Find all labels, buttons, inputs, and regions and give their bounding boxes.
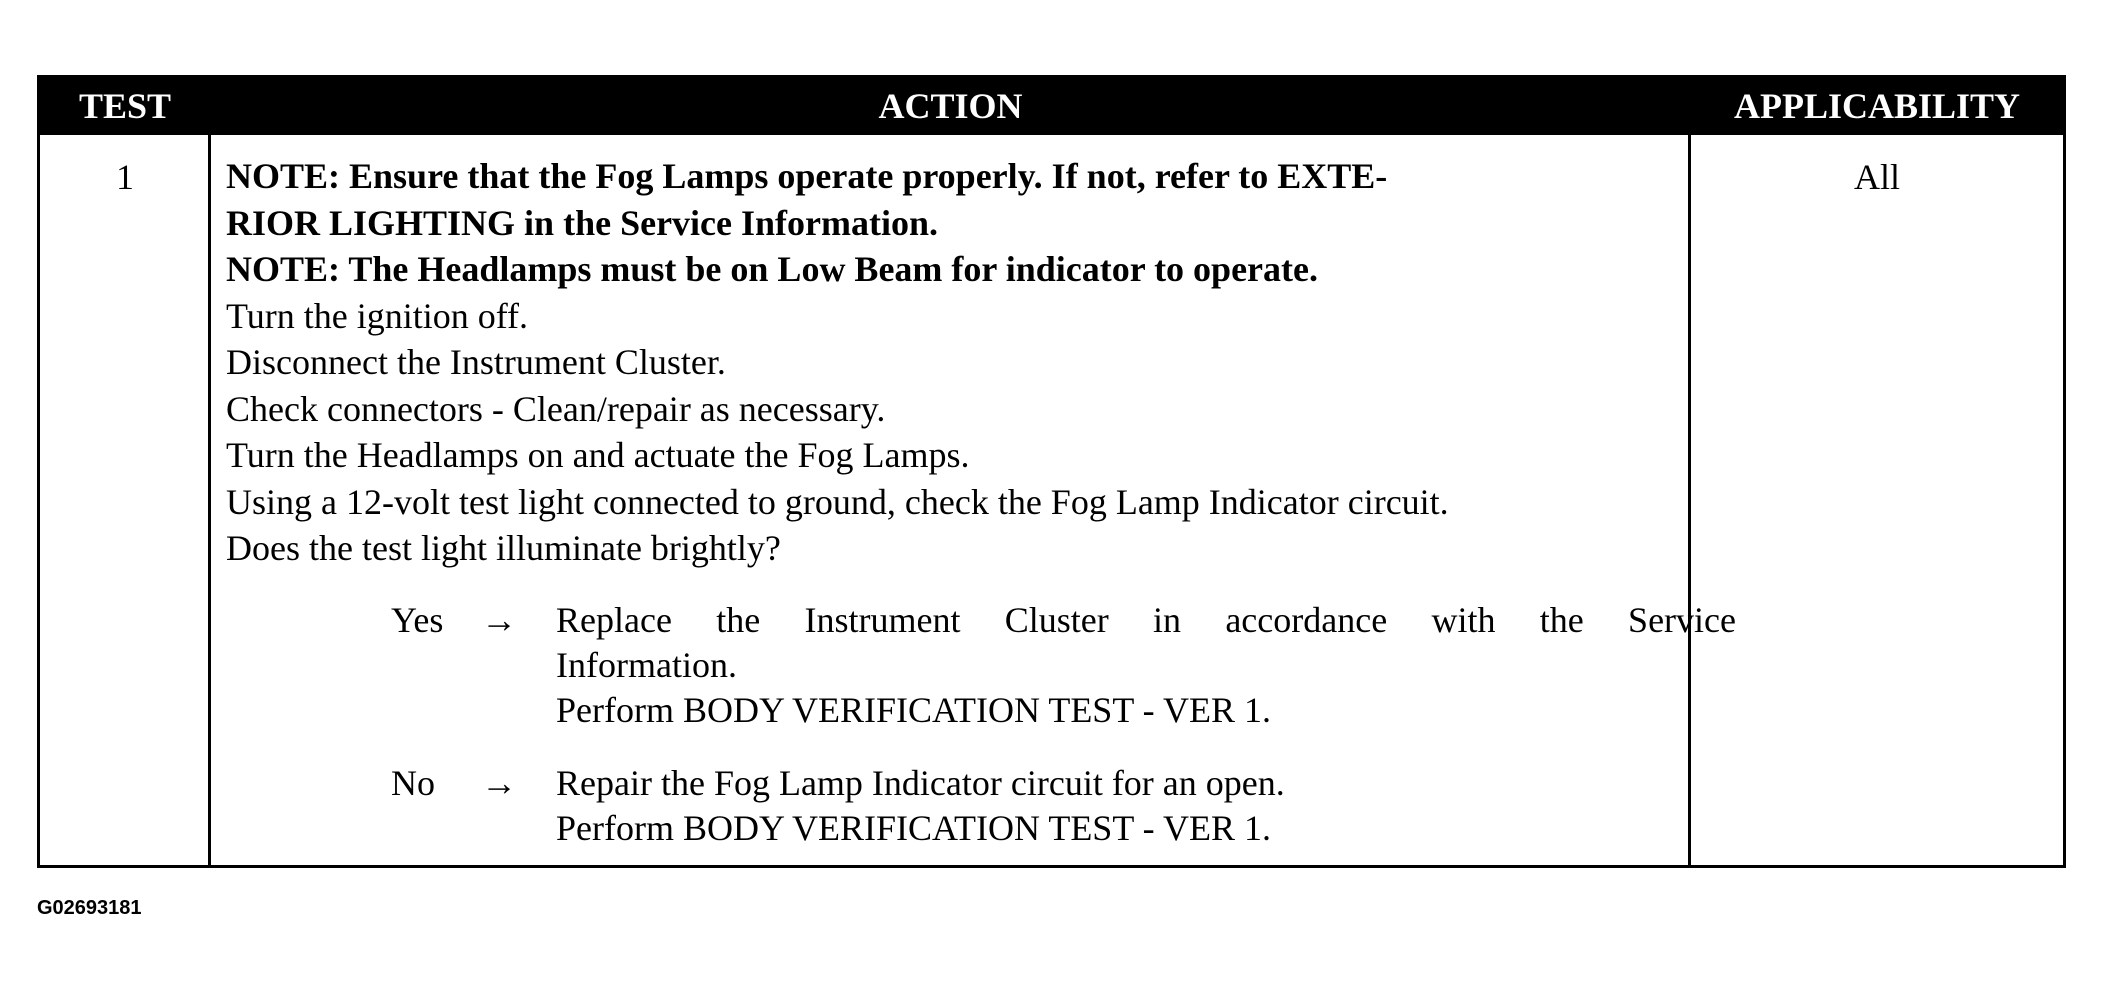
figure-id: G02693181 [37,897,142,919]
result-line: Repair the Fog Lamp Indicator circuit for an open. [556,763,1285,803]
column-divider-test [208,135,211,865]
result-no-label: No [391,763,435,803]
step-line: Using a 12-volt test light connected to ground, check the Fog Lamp Indicator circuit. [226,481,1449,522]
question-line: Does the test light illuminate brightly? [226,528,781,568]
test-number: 1 [116,157,134,197]
step-line: Turn the Headlamps on and actuate the Fog Lamps. [226,435,970,475]
header-action: ACTION [878,86,1023,126]
result-line: Replace the Instrument Cluster in accordance with the Service [556,600,1736,640]
applicability-value: All [1853,157,1900,197]
result-line: Information. [556,645,737,685]
right-arrow-icon: → [481,763,517,803]
result-no-body [556,761,1736,851]
note-line: RIOR LIGHTING in the Service Information. [226,202,939,243]
action-cell [226,153,1736,572]
note-line: NOTE: The Headlamps must be on Low Beam for indicator to operate. [226,249,1319,289]
step-line: Turn the ignition off. [226,295,529,336]
header-test: TEST [78,86,172,126]
result-yes-label: Yes [391,600,444,640]
step-line: Disconnect the Instrument Cluster. [226,342,726,382]
diagnostic-test-table [37,75,2066,868]
result-line: Perform BODY VERIFICATION TEST - VER 1. [556,690,1272,730]
note-line: NOTE: Ensure that the Fog Lamps operate properly. If not, refer to EXTE- [226,156,1388,196]
result-line: Perform BODY VERIFICATION TEST - VER 1. [556,808,1272,848]
right-arrow-icon: → [481,600,517,640]
result-yes-body [556,598,1736,733]
step-line: Check connectors - Clean/repair as necessary. [226,388,886,429]
table-header [40,78,2063,135]
header-applicability: APPLICABILITY [1733,86,2021,126]
